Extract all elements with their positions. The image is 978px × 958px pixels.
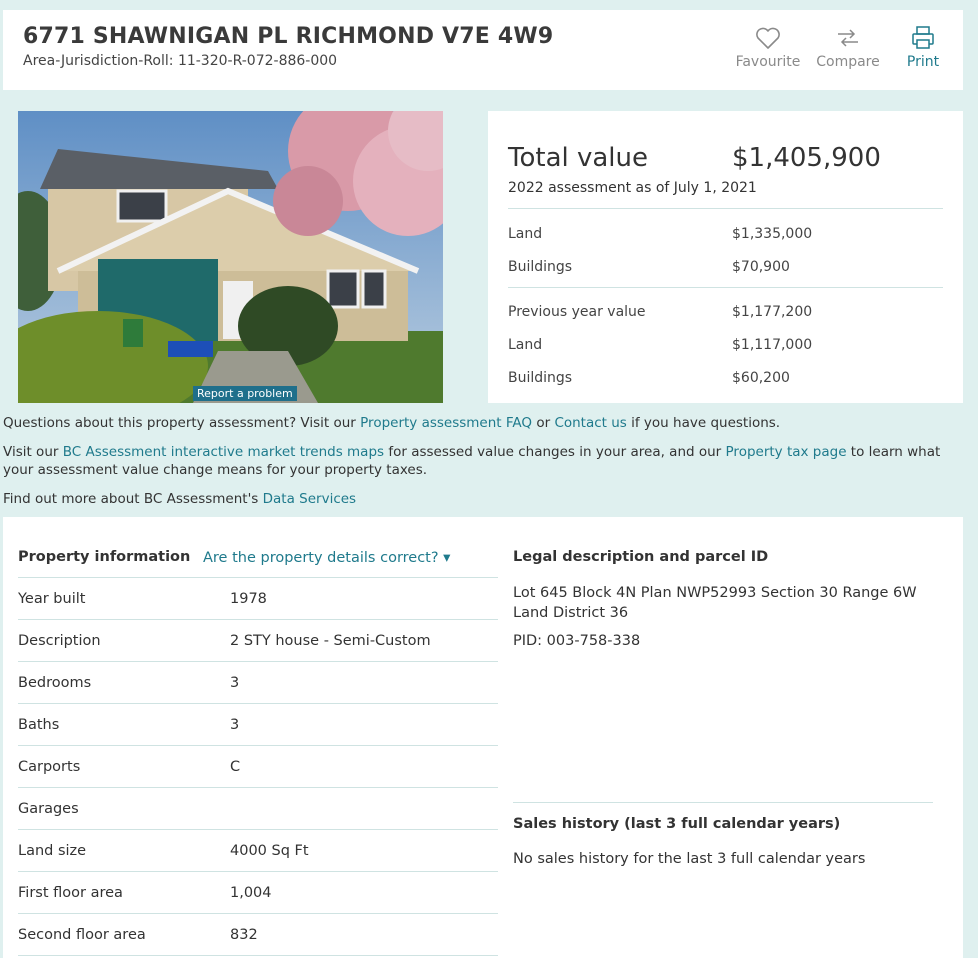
property-tax-page-link[interactable]: Property tax page bbox=[725, 444, 847, 460]
previous-land-label: Land bbox=[508, 337, 543, 353]
row-divider bbox=[18, 745, 498, 746]
buildings-label: Buildings bbox=[508, 259, 573, 275]
divider bbox=[508, 208, 943, 209]
row-divider bbox=[18, 787, 498, 788]
data-services-text: Find out more about BC Assessment's bbox=[3, 491, 263, 507]
faq-link[interactable]: Property assessment FAQ bbox=[360, 415, 533, 431]
property-header bbox=[3, 10, 963, 90]
row-divider bbox=[18, 913, 498, 914]
data-services-link[interactable]: Data Services bbox=[262, 491, 357, 507]
compare-label: Compare bbox=[816, 54, 880, 70]
report-problem-button[interactable]: Report a problem bbox=[193, 386, 297, 401]
questions-paragraph bbox=[3, 414, 953, 432]
row-divider bbox=[18, 577, 498, 578]
data-services-paragraph bbox=[3, 490, 953, 508]
baths-value: 3 bbox=[230, 717, 240, 733]
market-trends-paragraph bbox=[3, 443, 953, 479]
property-address: 6771 SHAWNIGAN PL RICHMOND V7E 4W9 bbox=[23, 24, 554, 49]
previous-land-value: $1,117,000 bbox=[732, 337, 813, 353]
print-button[interactable] bbox=[898, 24, 948, 70]
land-value: $1,335,000 bbox=[732, 226, 813, 242]
favourite-button[interactable] bbox=[733, 24, 803, 70]
row-divider bbox=[18, 661, 498, 662]
previous-year-label: Previous year value bbox=[508, 304, 646, 320]
market-text: for assessed value changes in your area, and our bbox=[384, 444, 726, 460]
year-built-value: 1978 bbox=[230, 591, 267, 607]
compare-button[interactable] bbox=[813, 24, 883, 70]
sales-history-heading: Sales history (last 3 full calendar years) bbox=[513, 816, 841, 832]
property-photo bbox=[18, 111, 443, 403]
bedrooms-value: 3 bbox=[230, 675, 240, 691]
market-trends-maps-link[interactable]: BC Assessment interactive market trends maps bbox=[62, 444, 385, 460]
land-size-label: Land size bbox=[18, 843, 87, 859]
heart-icon bbox=[733, 24, 803, 54]
total-value-label: Total value bbox=[508, 143, 649, 173]
second-floor-area-value: 832 bbox=[230, 927, 258, 943]
house-image bbox=[18, 111, 443, 403]
row-divider bbox=[18, 955, 498, 956]
previous-year-value: $1,177,200 bbox=[732, 304, 813, 320]
compare-icon bbox=[813, 24, 883, 54]
contact-us-link[interactable]: Contact us bbox=[554, 415, 627, 431]
property-details-card bbox=[3, 517, 963, 958]
baths-label: Baths bbox=[18, 717, 60, 733]
first-floor-area-label: First floor area bbox=[18, 885, 123, 901]
questions-text: Questions about this property assessment? Visit our bbox=[3, 415, 361, 431]
legal-description-heading: Legal description and parcel ID bbox=[513, 549, 769, 565]
assessment-values-card bbox=[488, 111, 963, 403]
row-divider bbox=[18, 829, 498, 830]
divider bbox=[513, 802, 933, 803]
buildings-value: $70,900 bbox=[732, 259, 790, 275]
carports-value: C bbox=[230, 759, 241, 775]
printer-icon bbox=[898, 24, 948, 54]
garages-label: Garages bbox=[18, 801, 79, 817]
land-size-value: 4000 Sq Ft bbox=[230, 843, 309, 859]
market-text: Visit our bbox=[3, 444, 63, 460]
favourite-label: Favourite bbox=[735, 54, 801, 70]
market-text: to learn what your assessment value change means for your property taxes. bbox=[3, 444, 941, 478]
first-floor-area-value: 1,004 bbox=[230, 885, 272, 901]
second-floor-area-label: Second floor area bbox=[18, 927, 146, 943]
print-label: Print bbox=[906, 54, 940, 70]
land-label: Land bbox=[508, 226, 543, 242]
row-divider bbox=[18, 871, 498, 872]
row-divider bbox=[18, 703, 498, 704]
legal-description-text: Lot 645 Block 4N Plan NWP52993 Section 30 Range 6W Land District 36 bbox=[513, 585, 917, 621]
parcel-id: PID: 003-758-338 bbox=[513, 633, 641, 649]
total-value: $1,405,900 bbox=[732, 143, 881, 173]
previous-buildings-label: Buildings bbox=[508, 370, 573, 386]
bedrooms-label: Bedrooms bbox=[18, 675, 92, 691]
carports-label: Carports bbox=[18, 759, 81, 775]
description-label: Description bbox=[18, 633, 101, 649]
row-divider bbox=[18, 619, 498, 620]
questions-text: or bbox=[532, 415, 555, 431]
divider bbox=[508, 287, 943, 288]
roll-number: Area-Jurisdiction-Roll: 11-320-R-072-886-000 bbox=[23, 53, 338, 69]
year-built-label: Year built bbox=[18, 591, 86, 607]
property-details-correct-dropdown[interactable]: Are the property details correct? ▾ bbox=[203, 550, 451, 566]
description-value: 2 STY house - Semi-Custom bbox=[230, 633, 431, 649]
property-information-heading: Property information bbox=[18, 549, 191, 565]
previous-buildings-value: $60,200 bbox=[732, 370, 790, 386]
sales-history-text: No sales history for the last 3 full calendar years bbox=[513, 851, 866, 867]
assessment-date: 2022 assessment as of July 1, 2021 bbox=[508, 180, 757, 196]
questions-text: if you have questions. bbox=[626, 415, 781, 431]
